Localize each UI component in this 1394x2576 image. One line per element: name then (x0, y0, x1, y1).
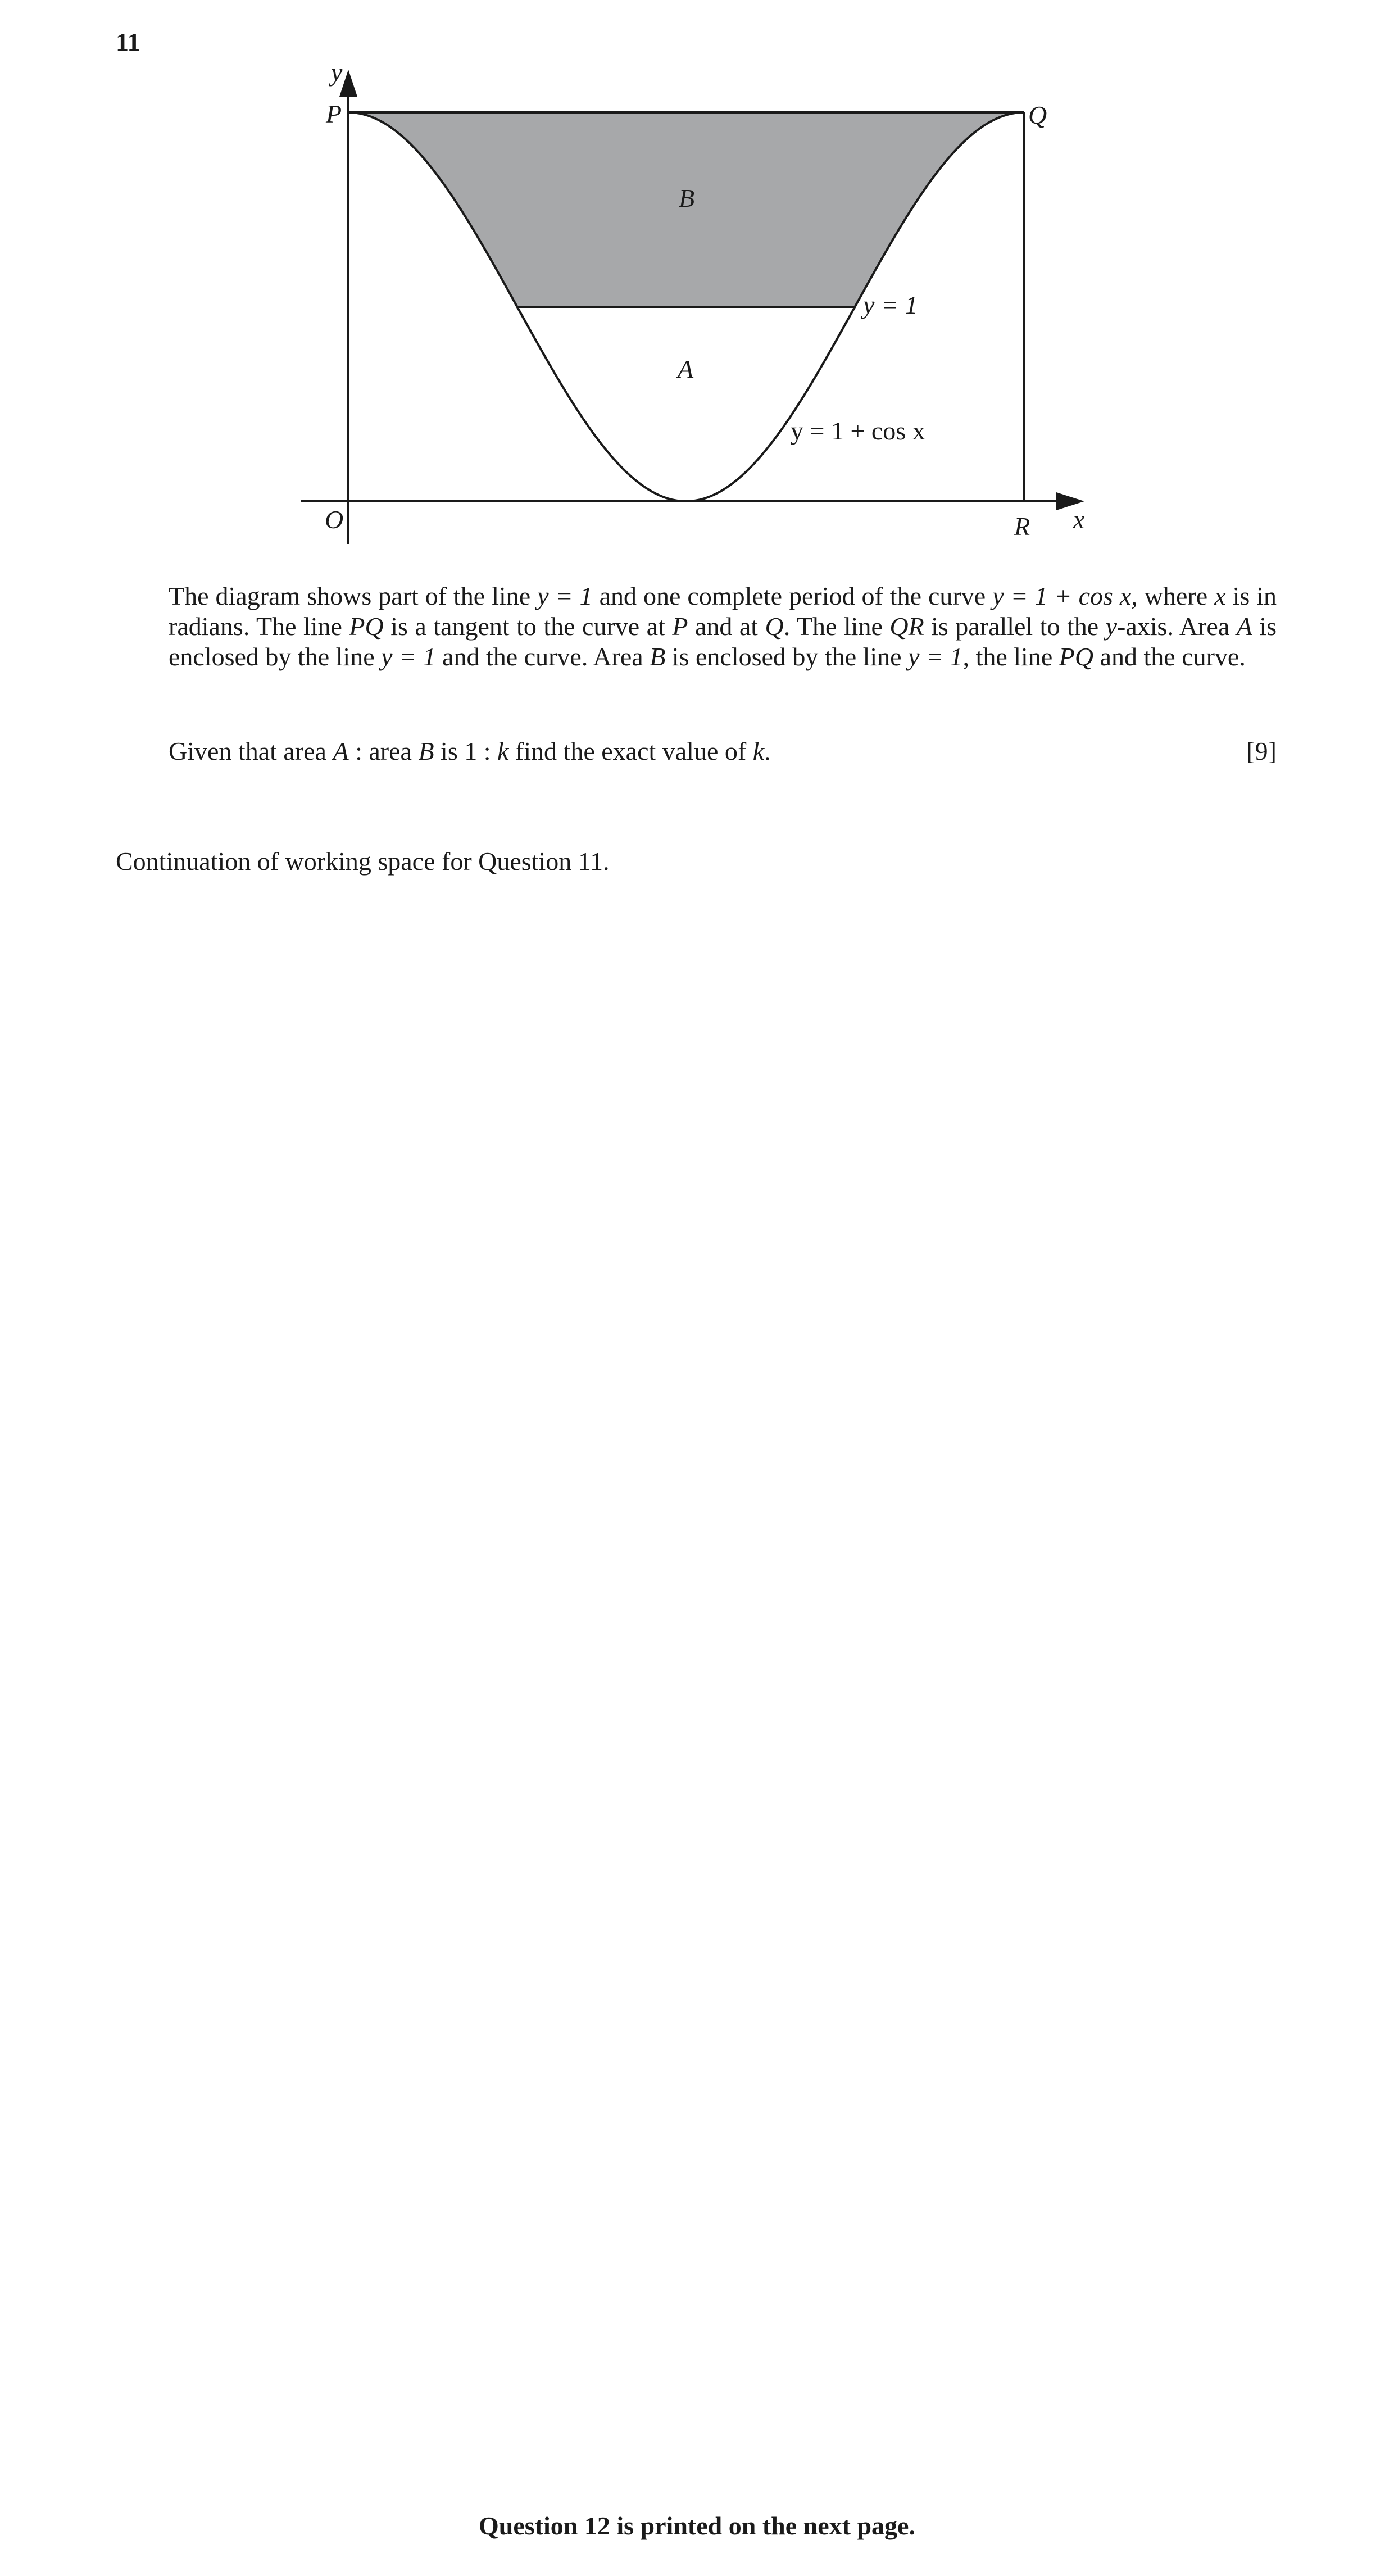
y-axis-label: y (331, 58, 343, 87)
point-q-label: Q (1028, 101, 1047, 129)
question-instruction: Given that area A : area B is 1 : k find the exact value of k. (169, 737, 771, 765)
continuation-heading: Continuation of working space for Question 11. (116, 847, 610, 876)
curve-label: y = 1 + cos x (791, 416, 925, 445)
question-number: 11 (116, 28, 140, 56)
marks-allocation: [9] (1246, 737, 1277, 765)
region-a-label: A (678, 355, 694, 383)
question-text: The diagram shows part of the line y = 1 and one complete period of the curve y = 1 + cos x, where x is in radians. The line PQ is a tangent to the curve at P and at Q. The line QR is parallel to the y-axis. Area A is enclosed by the line y = 1 and the curve. Area B is enclosed by the line y = 1, the line PQ and the curve. (169, 582, 1277, 671)
point-r-label: R (1014, 512, 1030, 541)
origin-label: O (325, 505, 344, 534)
line-y1-label: y = 1 (863, 291, 918, 319)
region-b-label: B (679, 184, 695, 212)
point-p-label: P (326, 99, 342, 128)
footer-note: Question 12 is printed on the next page. (479, 2511, 915, 2540)
x-axis-label: x (1073, 505, 1085, 534)
diagram (0, 0, 1394, 562)
